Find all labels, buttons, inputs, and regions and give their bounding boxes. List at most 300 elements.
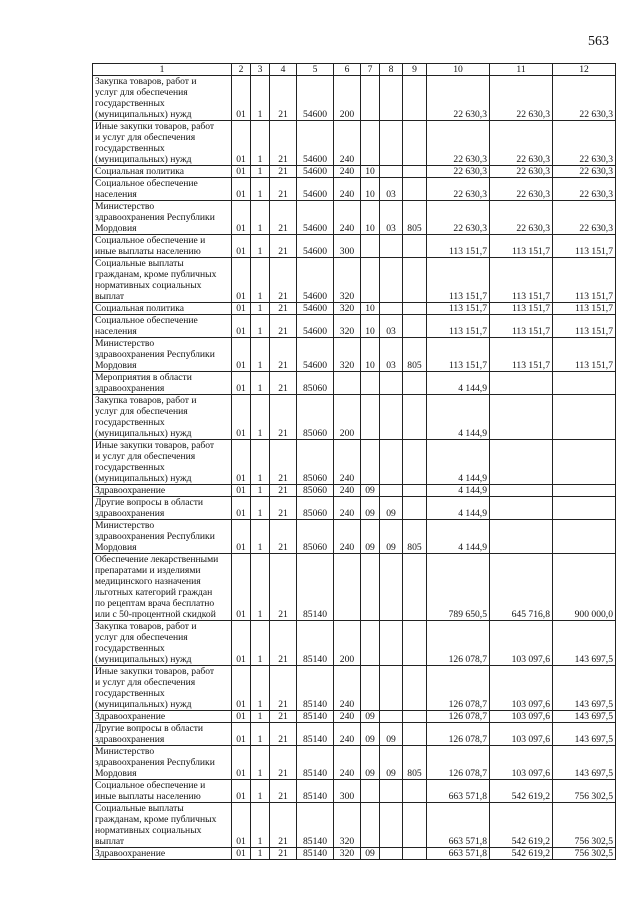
cell-col-9	[403, 258, 427, 303]
cell-col-7: 09	[361, 711, 380, 723]
cell-col-3: 1	[251, 485, 270, 497]
row-name-line: Мордовия	[95, 768, 137, 779]
row-name-line: льготных категорий граждан	[95, 587, 213, 598]
cell-col-11: 22 630,3	[490, 178, 553, 201]
row-name-line: (муниципальных) нужд	[95, 473, 192, 484]
cell-col-11	[490, 520, 553, 554]
cell-col-5: 85140	[297, 803, 334, 848]
cell-col-6: 240	[334, 166, 361, 178]
cell-col-2: 01	[232, 723, 251, 746]
cell-col-9	[403, 723, 427, 746]
column-header-1: 1	[93, 64, 232, 76]
cell-col-6: 200	[334, 621, 361, 666]
cell-col-10: 4 144,9	[427, 372, 490, 395]
cell-col-8: 09	[380, 746, 403, 780]
cell-col-5: 85060	[297, 497, 334, 520]
row-name-cell	[93, 746, 232, 780]
cell-col-8	[380, 554, 403, 621]
cell-col-11	[490, 395, 553, 440]
cell-col-6: 240	[334, 497, 361, 520]
row-name-cell	[93, 76, 232, 121]
column-header-3: 3	[251, 64, 270, 76]
cell-col-8	[380, 621, 403, 666]
cell-col-10: 113 151,7	[427, 235, 490, 258]
cell-col-7: 09	[361, 520, 380, 554]
row-name-cell	[93, 121, 232, 166]
cell-col-8: 03	[380, 178, 403, 201]
column-header-11: 11	[490, 64, 553, 76]
row-name-line: препаратами и изделиями	[95, 565, 201, 576]
cell-col-6: 300	[334, 780, 361, 803]
row-name-cell	[93, 178, 232, 201]
cell-col-9	[403, 372, 427, 395]
cell-col-9	[403, 666, 427, 711]
row-name-line: государственных	[95, 688, 165, 699]
cell-col-10: 126 078,7	[427, 621, 490, 666]
row-name-line: (муниципальных) нужд	[95, 699, 192, 710]
row-name-line: иные выплаты населению	[95, 246, 201, 257]
cell-col-10: 113 151,7	[427, 315, 490, 338]
cell-col-12	[553, 485, 616, 497]
row-name-line: Здравоохранение	[95, 711, 166, 722]
cell-col-2: 01	[232, 201, 251, 235]
row-name-line: государственных	[95, 462, 165, 473]
cell-col-9	[403, 485, 427, 497]
cell-col-3: 1	[251, 723, 270, 746]
cell-col-8: 09	[380, 497, 403, 520]
row-name-cell	[93, 723, 232, 746]
cell-col-9: 805	[403, 201, 427, 235]
cell-col-3: 1	[251, 666, 270, 711]
cell-col-10: 113 151,7	[427, 303, 490, 315]
cell-col-4: 21	[270, 621, 297, 666]
cell-col-2: 01	[232, 497, 251, 520]
cell-col-10: 22 630,3	[427, 178, 490, 201]
cell-col-9: 805	[403, 338, 427, 372]
cell-col-8: 09	[380, 723, 403, 746]
cell-col-9	[403, 178, 427, 201]
cell-col-7: 10	[361, 303, 380, 315]
table-row	[93, 338, 616, 372]
column-header-7: 7	[361, 64, 380, 76]
row-name-line: Социальное обеспечение	[95, 315, 198, 326]
cell-col-11: 22 630,3	[490, 201, 553, 235]
cell-col-8	[380, 848, 403, 860]
row-name-line: (муниципальных) нужд	[95, 109, 192, 120]
row-name-line: услуг для обеспечения	[95, 87, 188, 98]
row-name-line: выплат	[95, 291, 125, 302]
row-name-line: населения	[95, 189, 137, 200]
cell-col-6: 240	[334, 520, 361, 554]
cell-col-3: 1	[251, 780, 270, 803]
cell-col-12: 756 302,5	[553, 780, 616, 803]
row-name-line: государственных	[95, 143, 165, 154]
cell-col-5: 85140	[297, 554, 334, 621]
cell-col-12: 143 697,5	[553, 666, 616, 711]
cell-col-2: 01	[232, 780, 251, 803]
cell-col-12: 22 630,3	[553, 76, 616, 121]
row-name-line: Закупка товаров, работ и	[95, 395, 197, 406]
cell-col-10: 4 144,9	[427, 520, 490, 554]
table-row	[93, 780, 616, 803]
cell-col-8	[380, 166, 403, 178]
row-name-cell	[93, 440, 232, 485]
table-row	[93, 166, 616, 178]
row-name-line: Министерство	[95, 201, 155, 212]
row-name-line: Социальная политика	[95, 303, 184, 314]
cell-col-3: 1	[251, 338, 270, 372]
cell-col-5: 85140	[297, 621, 334, 666]
cell-col-6: 240	[334, 440, 361, 485]
cell-col-10: 113 151,7	[427, 338, 490, 372]
cell-col-5: 54600	[297, 166, 334, 178]
cell-col-12: 22 630,3	[553, 201, 616, 235]
cell-col-4: 21	[270, 848, 297, 860]
cell-col-10: 4 144,9	[427, 440, 490, 485]
cell-col-6: 320	[334, 258, 361, 303]
column-header-6: 6	[334, 64, 361, 76]
cell-col-7	[361, 803, 380, 848]
cell-col-7	[361, 554, 380, 621]
row-name-line: государственных	[95, 417, 165, 428]
row-name-line: здравоохранения Республики	[95, 531, 215, 542]
table-row	[93, 76, 616, 121]
row-name-line: нормативных социальных	[95, 825, 202, 836]
cell-col-11: 22 630,3	[490, 166, 553, 178]
row-name-line: Здравоохранение	[95, 848, 166, 859]
cell-col-11: 113 151,7	[490, 258, 553, 303]
row-name-cell	[93, 554, 232, 621]
cell-col-5: 54600	[297, 235, 334, 258]
cell-col-12: 143 697,5	[553, 746, 616, 780]
table-row	[93, 554, 616, 621]
row-name-line: населения	[95, 326, 137, 337]
cell-col-4: 21	[270, 121, 297, 166]
cell-col-7	[361, 395, 380, 440]
cell-col-7: 09	[361, 497, 380, 520]
cell-col-11: 103 097,6	[490, 723, 553, 746]
cell-col-3: 1	[251, 303, 270, 315]
cell-col-9	[403, 235, 427, 258]
cell-col-10: 22 630,3	[427, 201, 490, 235]
cell-col-5: 54600	[297, 303, 334, 315]
cell-col-12: 113 151,7	[553, 235, 616, 258]
cell-col-2: 01	[232, 338, 251, 372]
cell-col-9	[403, 166, 427, 178]
row-name-line: гражданам, кроме публичных	[95, 814, 217, 825]
cell-col-10: 113 151,7	[427, 258, 490, 303]
cell-col-11	[490, 485, 553, 497]
column-header-10: 10	[427, 64, 490, 76]
cell-col-4: 21	[270, 666, 297, 711]
row-name-line: Здравоохранение	[95, 485, 166, 496]
column-header-5: 5	[297, 64, 334, 76]
cell-col-12: 143 697,5	[553, 723, 616, 746]
table-row	[93, 666, 616, 711]
cell-col-12: 113 151,7	[553, 338, 616, 372]
cell-col-5: 85060	[297, 520, 334, 554]
row-name-line: государственных	[95, 98, 165, 109]
cell-col-4: 21	[270, 803, 297, 848]
row-name-cell	[93, 520, 232, 554]
cell-col-8	[380, 372, 403, 395]
cell-col-2: 01	[232, 485, 251, 497]
cell-col-4: 21	[270, 746, 297, 780]
cell-col-2: 01	[232, 803, 251, 848]
cell-col-6: 320	[334, 848, 361, 860]
cell-col-11: 542 619,2	[490, 780, 553, 803]
cell-col-3: 1	[251, 746, 270, 780]
cell-col-2: 01	[232, 746, 251, 780]
cell-col-5: 54600	[297, 178, 334, 201]
cell-col-3: 1	[251, 621, 270, 666]
table-row	[93, 848, 616, 860]
cell-col-8	[380, 803, 403, 848]
table-body	[93, 76, 616, 860]
row-name-line: гражданам, кроме публичных	[95, 269, 217, 280]
cell-col-7: 09	[361, 848, 380, 860]
cell-col-6: 300	[334, 235, 361, 258]
cell-col-10: 22 630,3	[427, 166, 490, 178]
cell-col-4: 21	[270, 711, 297, 723]
row-name-cell	[93, 303, 232, 315]
cell-col-4: 21	[270, 76, 297, 121]
cell-col-3: 1	[251, 201, 270, 235]
cell-col-6: 240	[334, 746, 361, 780]
row-name-cell	[93, 803, 232, 848]
cell-col-2: 01	[232, 621, 251, 666]
cell-col-8	[380, 440, 403, 485]
cell-col-4: 21	[270, 395, 297, 440]
row-name-line: (муниципальных) нужд	[95, 154, 192, 165]
row-name-line: выплат	[95, 836, 125, 847]
cell-col-2: 01	[232, 258, 251, 303]
cell-col-5: 54600	[297, 76, 334, 121]
cell-col-9	[403, 711, 427, 723]
cell-col-10: 22 630,3	[427, 121, 490, 166]
row-name-line: и услуг для обеспечения	[95, 451, 196, 462]
cell-col-6: 240	[334, 485, 361, 497]
cell-col-9: 805	[403, 746, 427, 780]
table-row	[93, 621, 616, 666]
column-header-9: 9	[403, 64, 427, 76]
row-name-line: Другие вопросы в области	[95, 723, 204, 734]
cell-col-11: 103 097,6	[490, 711, 553, 723]
row-name-cell	[93, 258, 232, 303]
row-name-line: Закупка товаров, работ и	[95, 76, 197, 87]
cell-col-6: 240	[334, 711, 361, 723]
row-name-line: Социальные выплаты	[95, 803, 184, 814]
cell-col-4: 21	[270, 520, 297, 554]
cell-col-8: 03	[380, 338, 403, 372]
cell-col-4: 21	[270, 338, 297, 372]
row-name-line: Иные закупки товаров, работ	[95, 666, 215, 677]
row-name-line: Социальные выплаты	[95, 258, 184, 269]
row-name-cell	[93, 372, 232, 395]
cell-col-12: 756 302,5	[553, 803, 616, 848]
cell-col-2: 01	[232, 303, 251, 315]
cell-col-8	[380, 485, 403, 497]
cell-col-5: 54600	[297, 258, 334, 303]
cell-col-3: 1	[251, 235, 270, 258]
table-row	[93, 485, 616, 497]
row-name-cell	[93, 711, 232, 723]
cell-col-7: 10	[361, 315, 380, 338]
table-row	[93, 395, 616, 440]
cell-col-6: 200	[334, 395, 361, 440]
cell-col-9	[403, 621, 427, 666]
cell-col-12: 22 630,3	[553, 178, 616, 201]
cell-col-4: 21	[270, 235, 297, 258]
cell-col-3: 1	[251, 848, 270, 860]
row-name-line: (муниципальных) нужд	[95, 654, 192, 665]
cell-col-8	[380, 258, 403, 303]
cell-col-6: 320	[334, 338, 361, 372]
cell-col-12: 143 697,5	[553, 711, 616, 723]
table-row	[93, 315, 616, 338]
cell-col-6: 320	[334, 315, 361, 338]
cell-col-9: 805	[403, 520, 427, 554]
cell-col-11	[490, 372, 553, 395]
cell-col-10: 4 144,9	[427, 485, 490, 497]
cell-col-6: 240	[334, 201, 361, 235]
cell-col-4: 21	[270, 554, 297, 621]
cell-col-8: 03	[380, 315, 403, 338]
cell-col-10: 663 571,8	[427, 780, 490, 803]
table-header-row	[93, 64, 616, 76]
cell-col-8	[380, 121, 403, 166]
cell-col-2: 01	[232, 166, 251, 178]
cell-col-9	[403, 803, 427, 848]
cell-col-8	[380, 395, 403, 440]
row-name-line: Социальное обеспечение и	[95, 235, 206, 246]
cell-col-8: 03	[380, 201, 403, 235]
cell-col-11	[490, 440, 553, 485]
cell-col-7	[361, 76, 380, 121]
cell-col-4: 21	[270, 201, 297, 235]
cell-col-6: 240	[334, 666, 361, 711]
cell-col-4: 21	[270, 166, 297, 178]
cell-col-10: 126 078,7	[427, 723, 490, 746]
cell-col-11: 103 097,6	[490, 621, 553, 666]
cell-col-10: 22 630,3	[427, 76, 490, 121]
cell-col-12: 113 151,7	[553, 303, 616, 315]
row-name-line: и услуг для обеспечения	[95, 132, 196, 143]
cell-col-9	[403, 395, 427, 440]
cell-col-5: 85060	[297, 372, 334, 395]
cell-col-12: 113 151,7	[553, 258, 616, 303]
cell-col-9	[403, 303, 427, 315]
cell-col-4: 21	[270, 258, 297, 303]
row-name-line: Обеспечение лекарственными	[95, 554, 219, 565]
row-name-line: здравоохранения	[95, 734, 165, 745]
cell-col-11: 113 151,7	[490, 235, 553, 258]
row-name-line: услуг для обеспечения	[95, 406, 188, 417]
cell-col-3: 1	[251, 554, 270, 621]
row-name-cell	[93, 235, 232, 258]
page-number: 563	[588, 34, 609, 49]
cell-col-11: 542 619,2	[490, 848, 553, 860]
cell-col-4: 21	[270, 440, 297, 485]
cell-col-5: 85060	[297, 485, 334, 497]
cell-col-5: 85140	[297, 780, 334, 803]
cell-col-11: 645 716,8	[490, 554, 553, 621]
cell-col-7: 09	[361, 485, 380, 497]
cell-col-8	[380, 711, 403, 723]
table-row	[93, 497, 616, 520]
cell-col-3: 1	[251, 395, 270, 440]
cell-col-5: 85140	[297, 711, 334, 723]
cell-col-4: 21	[270, 485, 297, 497]
cell-col-10: 4 144,9	[427, 395, 490, 440]
cell-col-2: 01	[232, 711, 251, 723]
cell-col-10: 663 571,8	[427, 848, 490, 860]
row-name-line: Закупка товаров, работ и	[95, 621, 197, 632]
cell-col-12: 22 630,3	[553, 166, 616, 178]
row-name-line: Мероприятия в области	[95, 372, 192, 383]
cell-col-8	[380, 235, 403, 258]
row-name-line: и услуг для обеспечения	[95, 677, 196, 688]
cell-col-12: 143 697,5	[553, 621, 616, 666]
table-row	[93, 440, 616, 485]
cell-col-7	[361, 780, 380, 803]
row-name-line: Иные закупки товаров, работ	[95, 440, 215, 451]
column-header-2: 2	[232, 64, 251, 76]
cell-col-9	[403, 554, 427, 621]
row-name-line: Иные закупки товаров, работ	[95, 121, 215, 132]
cell-col-8	[380, 303, 403, 315]
row-name-cell	[93, 315, 232, 338]
table-row	[93, 303, 616, 315]
row-name-line: по рецептам врача бесплатно	[95, 598, 215, 609]
row-name-line: Министерство	[95, 746, 155, 757]
cell-col-2: 01	[232, 121, 251, 166]
cell-col-2: 01	[232, 520, 251, 554]
cell-col-2: 01	[232, 372, 251, 395]
row-name-line: услуг для обеспечения	[95, 632, 188, 643]
row-name-line: Министерство	[95, 338, 155, 349]
table-row	[93, 372, 616, 395]
cell-col-11: 113 151,7	[490, 315, 553, 338]
cell-col-10: 126 078,7	[427, 746, 490, 780]
row-name-line: Министерство	[95, 520, 155, 531]
cell-col-5: 85060	[297, 440, 334, 485]
cell-col-9	[403, 497, 427, 520]
cell-col-11	[490, 497, 553, 520]
cell-col-3: 1	[251, 121, 270, 166]
cell-col-5: 54600	[297, 315, 334, 338]
cell-col-11: 103 097,6	[490, 666, 553, 711]
cell-col-6: 240	[334, 723, 361, 746]
cell-col-12: 113 151,7	[553, 315, 616, 338]
cell-col-11: 22 630,3	[490, 121, 553, 166]
cell-col-3: 1	[251, 166, 270, 178]
table-row	[93, 178, 616, 201]
cell-col-12: 22 630,3	[553, 121, 616, 166]
row-name-line: иные выплаты населению	[95, 791, 201, 802]
cell-col-3: 1	[251, 258, 270, 303]
row-name-cell	[93, 485, 232, 497]
cell-col-6: 240	[334, 121, 361, 166]
cell-col-6: 240	[334, 178, 361, 201]
row-name-cell	[93, 780, 232, 803]
cell-col-7: 10	[361, 201, 380, 235]
cell-col-11: 113 151,7	[490, 338, 553, 372]
column-header-12: 12	[553, 64, 616, 76]
cell-col-8	[380, 666, 403, 711]
row-name-line: Мордовия	[95, 360, 137, 371]
cell-col-6: 320	[334, 803, 361, 848]
